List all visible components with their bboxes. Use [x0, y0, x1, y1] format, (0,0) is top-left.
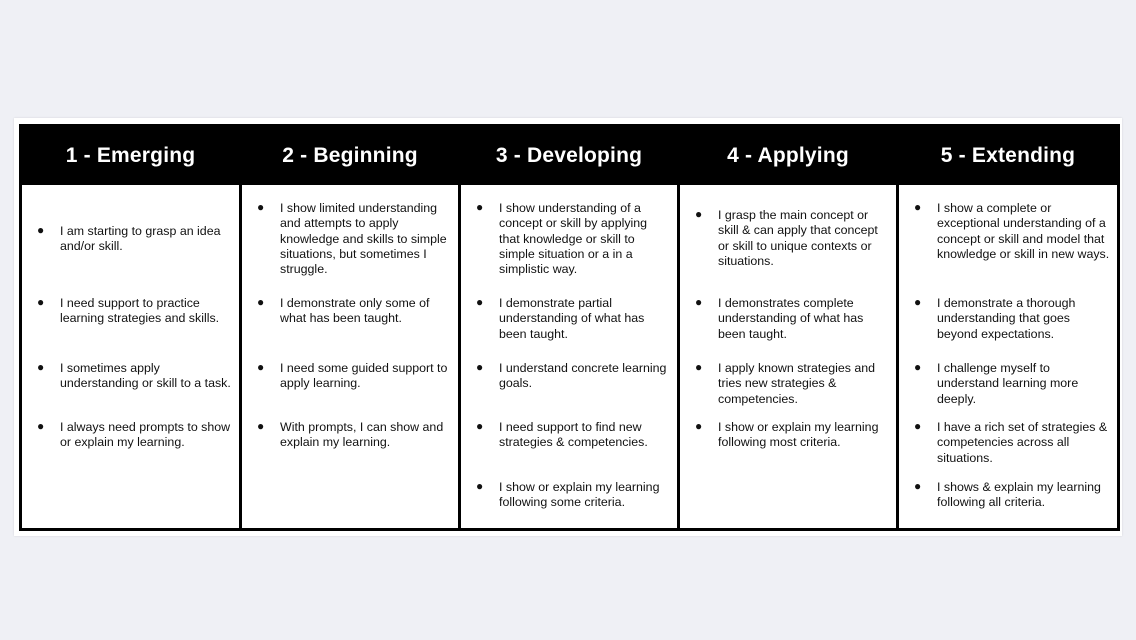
bullet-icon: ● [257, 200, 265, 214]
bullet-icon: ● [695, 207, 703, 221]
bullet-icon: ● [695, 419, 703, 433]
bullet-icon: ● [37, 419, 45, 433]
list-item-text: I demonstrate only some of what has been taught. [280, 296, 430, 326]
column-extending [899, 127, 1117, 528]
bullet-icon: ● [914, 200, 922, 214]
list-item-text: I apply known strategies and tries new strategies & competencies. [718, 361, 876, 406]
column-applying [680, 127, 899, 528]
bullet-icon: ● [476, 295, 484, 309]
bullet-icon: ● [476, 419, 484, 433]
list-item-text: I need some guided support to apply learning. [280, 361, 448, 391]
column-header: 3 - Developing [461, 127, 677, 185]
bullet-icon: ● [914, 479, 922, 493]
list-item-text: I sometimes apply understanding or skill to a task. [60, 361, 231, 391]
column-header: 1 - Emerging [22, 127, 239, 185]
bullet-icon: ● [695, 295, 703, 309]
bullet-icon: ● [695, 360, 703, 374]
list-item-text: I demonstrates complete understanding of what has been taught. [718, 296, 864, 341]
bullet-icon: ● [914, 419, 922, 433]
bullet-icon: ● [37, 223, 45, 237]
bullet-icon: ● [257, 360, 265, 374]
list-item-text: I show or explain my learning following most criteria. [718, 420, 879, 450]
list-item-text: I show or explain my learning following some criteria. [499, 480, 660, 510]
bullet-icon: ● [476, 200, 484, 214]
column-header: 5 - Extending [899, 127, 1117, 185]
list-item-text: I need support to practice learning strategies and skills. [60, 296, 220, 326]
list-item-text: I am starting to grasp an idea and/or skill. [60, 224, 221, 254]
bullet-icon: ● [37, 295, 45, 309]
bullet-icon: ● [914, 360, 922, 374]
list-item-text: I show a complete or exceptional understanding of a concept or skill and model that knowledge or skill in new ways. [937, 201, 1110, 261]
bullet-icon: ● [476, 479, 484, 493]
bullet-icon: ● [257, 295, 265, 309]
bullet-icon: ● [37, 360, 45, 374]
list-item-text: I show understanding of a concept or skill by applying that knowledge or skill to simple situation or a in a simplistic way. [499, 201, 648, 277]
list-item-text: I demonstrate partial understanding of what has been taught. [499, 296, 645, 341]
bullet-icon: ● [476, 360, 484, 374]
column-beginning [242, 127, 461, 528]
list-item-text: I challenge myself to understand learning more deeply. [937, 361, 1079, 406]
list-item-text: I demonstrate a thorough understanding that goes beyond expectations. [937, 296, 1076, 341]
list-item-text: I show limited understanding and attempts to apply knowledge and skills to simple situations, but sometimes I struggle. [280, 201, 447, 277]
list-item-text: I understand concrete learning goals. [499, 361, 667, 391]
list-item-text: I need support to find new strategies & competencies. [499, 420, 648, 450]
rubric-table [19, 124, 1120, 531]
list-item-text: I grasp the main concept or skill & can apply that concept or skill to unique contexts or situations. [718, 208, 878, 268]
column-emerging [22, 127, 242, 528]
bullet-icon: ● [914, 295, 922, 309]
list-item-text: I have a rich set of strategies & competencies across all situations. [937, 420, 1108, 465]
column-header: 2 - Beginning [242, 127, 458, 185]
bullet-icon: ● [257, 419, 265, 433]
column-developing [461, 127, 680, 528]
list-item-text: I shows & explain my learning following all criteria. [937, 480, 1101, 510]
column-header: 4 - Applying [680, 127, 896, 185]
list-item-text: With prompts, I can show and explain my learning. [280, 420, 444, 450]
list-item-text: I always need prompts to show or explain my learning. [60, 420, 231, 450]
